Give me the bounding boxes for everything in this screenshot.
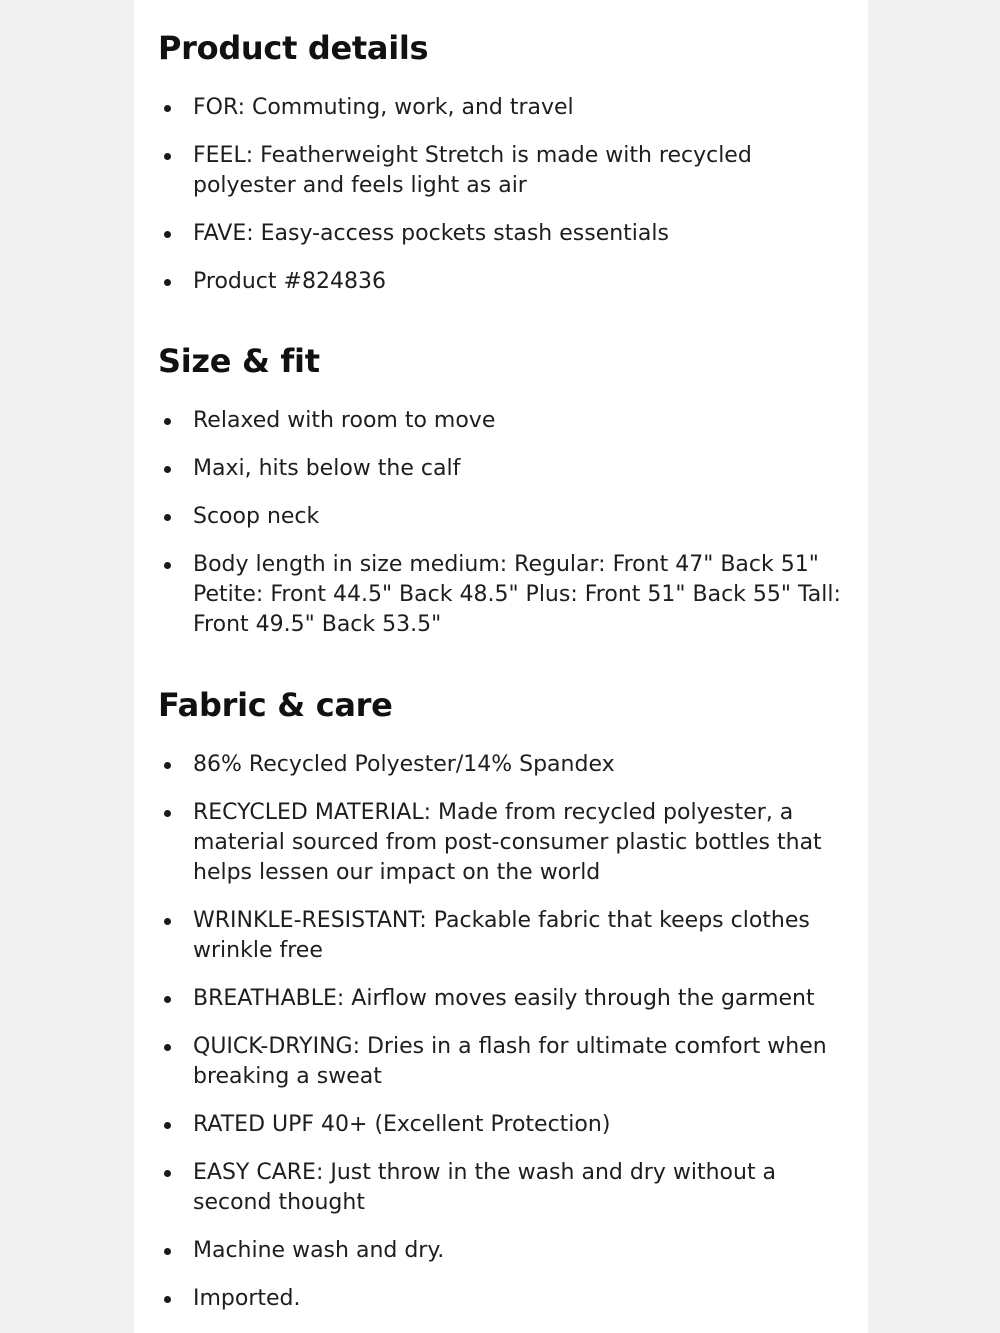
list-item: Relaxed with room to move [158,406,858,436]
size-fit-heading: Size & fit [158,342,320,380]
list-item: Product #824836 [158,267,858,297]
list-item: FOR: Commuting, work, and travel [158,93,858,123]
fabric-care-section [158,683,858,1332]
list-item: RATED UPF 40+ (Excellent Protection) [158,1110,858,1140]
product-details-section [158,26,858,315]
fabric-care-list [158,750,858,1314]
list-item: Maxi, hits below the calf [158,454,858,484]
list-item: 86% Recycled Polyester/14% Spandex [158,750,858,780]
fabric-care-heading: Fabric & care [158,686,393,724]
list-item: Machine wash and dry. [158,1236,858,1266]
list-item: RECYCLED MATERIAL: Made from recycled polyester, a material sourced from post-consumer plastic bottles that helps lessen our impact on the world [158,798,858,888]
list-item: Imported. [158,1284,858,1314]
list-item: QUICK-DRYING: Dries in a flash for ultimate comfort when breaking a sweat [158,1032,858,1092]
product-details-list [158,93,858,297]
size-fit-list [158,406,858,640]
list-item: WRINKLE-RESISTANT: Packable fabric that keeps clothes wrinkle free [158,906,858,966]
list-item: FAVE: Easy-access pockets stash essentials [158,219,858,249]
list-item: BREATHABLE: Airflow moves easily through the garment [158,984,858,1014]
list-item: FEEL: Featherweight Stretch is made with recycled polyester and feels light as air [158,141,858,201]
size-fit-section [158,339,858,658]
list-item: Scoop neck [158,502,858,532]
list-item: EASY CARE: Just throw in the wash and dry without a second thought [158,1158,858,1218]
product-details-heading: Product details [158,29,429,67]
list-item: Body length in size medium: Regular: Front 47" Back 51" Petite: Front 44.5" Back 48.5" Plus: Front 51" Back 55" Tall: Front 49.5" Back 53.5" [158,550,858,640]
